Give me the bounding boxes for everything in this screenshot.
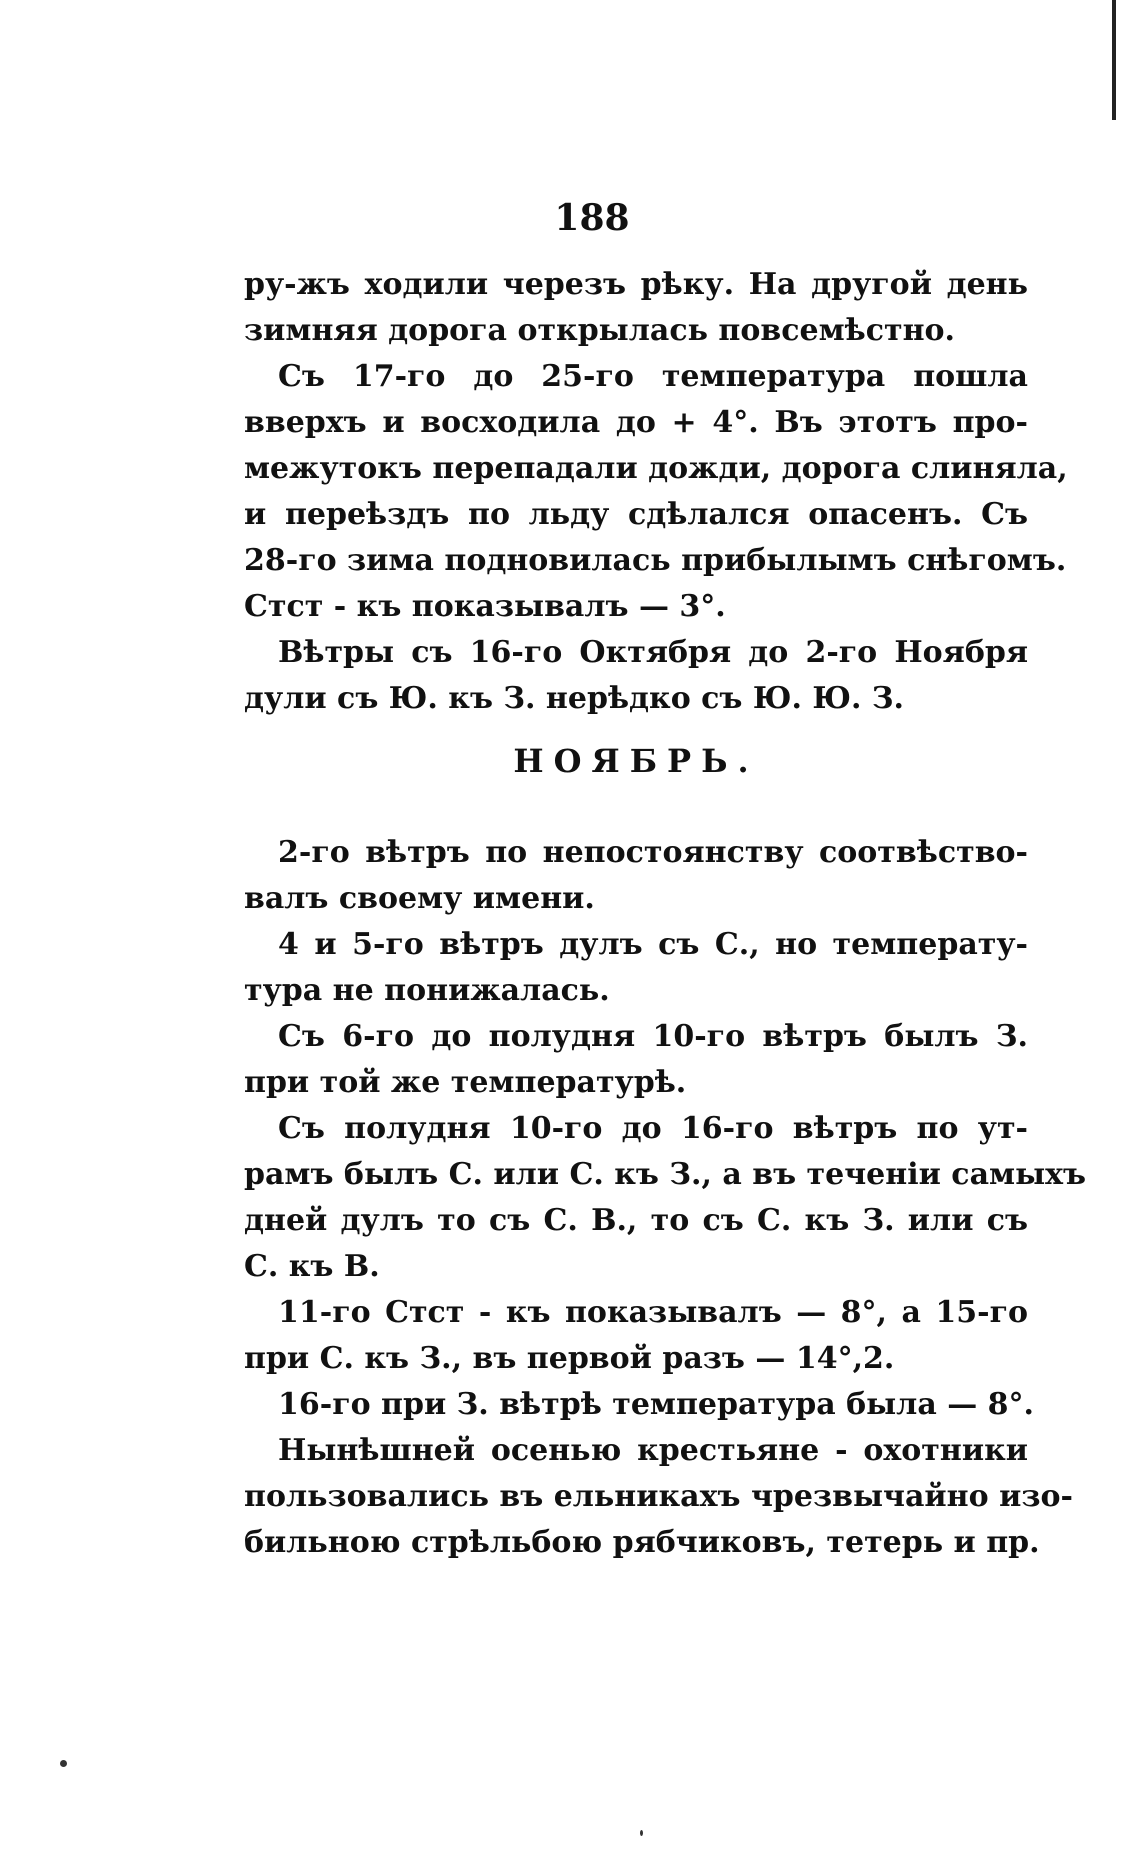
text-line: дней дулъ то съ С. В., то съ С. къ З. или съ bbox=[244, 1203, 1028, 1238]
text-line: 16-го при З. вѣтрѣ температура была — 8°. bbox=[278, 1387, 1034, 1422]
page-text bbox=[244, 262, 1087, 1566]
text-line: 2-го вѣтръ по непостоянству соотвѣство- bbox=[278, 835, 1028, 870]
text-line: при той же температурѣ. bbox=[244, 1065, 687, 1100]
text-line: бильною стрѣльбою рябчиковъ, тетерь и пр. bbox=[244, 1525, 1040, 1560]
text-line: межутокъ перепадали дожди, дорога слиняла, bbox=[244, 451, 1068, 486]
text-line: при С. къ З., въ первой разъ — 14°,2. bbox=[244, 1341, 895, 1376]
text-line: валъ своему имени. bbox=[244, 881, 595, 916]
text-line: Съ полудня 10-го до 16-го вѣтръ по ут- bbox=[278, 1111, 1028, 1146]
text-line: тура не понижалась. bbox=[244, 973, 610, 1008]
text-line: Нынѣшней осенью крестьяне - охотники bbox=[278, 1433, 1028, 1468]
text-line: Вѣтры съ 16-го Октября до 2-го Ноября bbox=[278, 635, 1028, 670]
text-line: рамъ былъ С. или С. къ З., а въ теченіи самыхъ bbox=[244, 1157, 1087, 1192]
scan-speck bbox=[640, 1830, 643, 1836]
scan-edge-mark bbox=[1112, 0, 1116, 120]
text-line: вверхъ и восходила до + 4°. Въ этотъ про- bbox=[244, 405, 1028, 440]
text-line: зимняя дорога открылась повсемѣстно. bbox=[244, 313, 956, 348]
text-line: 4 и 5-го вѣтръ дулъ съ С., но температу- bbox=[278, 927, 1028, 962]
page-number: 188 bbox=[554, 197, 630, 239]
text-line: С. къ В. bbox=[244, 1249, 380, 1284]
scan-speck bbox=[60, 1760, 67, 1767]
text-line: 11-го Стст - къ показывалъ — 8°, а 15-го bbox=[278, 1295, 1028, 1330]
section-heading: НОЯБРЬ. bbox=[513, 742, 759, 780]
text-line: дули съ Ю. къ З. нерѣдко съ Ю. Ю. З. bbox=[244, 681, 904, 716]
text-line: Съ 17-го до 25-го температура пошла bbox=[278, 359, 1028, 394]
text-line: 28-го зима подновилась прибылымъ снѣгомъ. bbox=[244, 543, 1067, 578]
text-line: пользовались въ ельникахъ чрезвычайно изо- bbox=[244, 1479, 1073, 1514]
text-line: Стст - къ показывалъ — 3°. bbox=[244, 589, 726, 624]
text-line: Съ 6-го до полудня 10-го вѣтръ былъ З. bbox=[278, 1019, 1028, 1054]
text-line: и переѣздъ по льду сдѣлался опасенъ. Съ bbox=[244, 497, 1028, 532]
text-line: ру-жъ ходили черезъ рѣку. На другой день bbox=[244, 267, 1028, 302]
